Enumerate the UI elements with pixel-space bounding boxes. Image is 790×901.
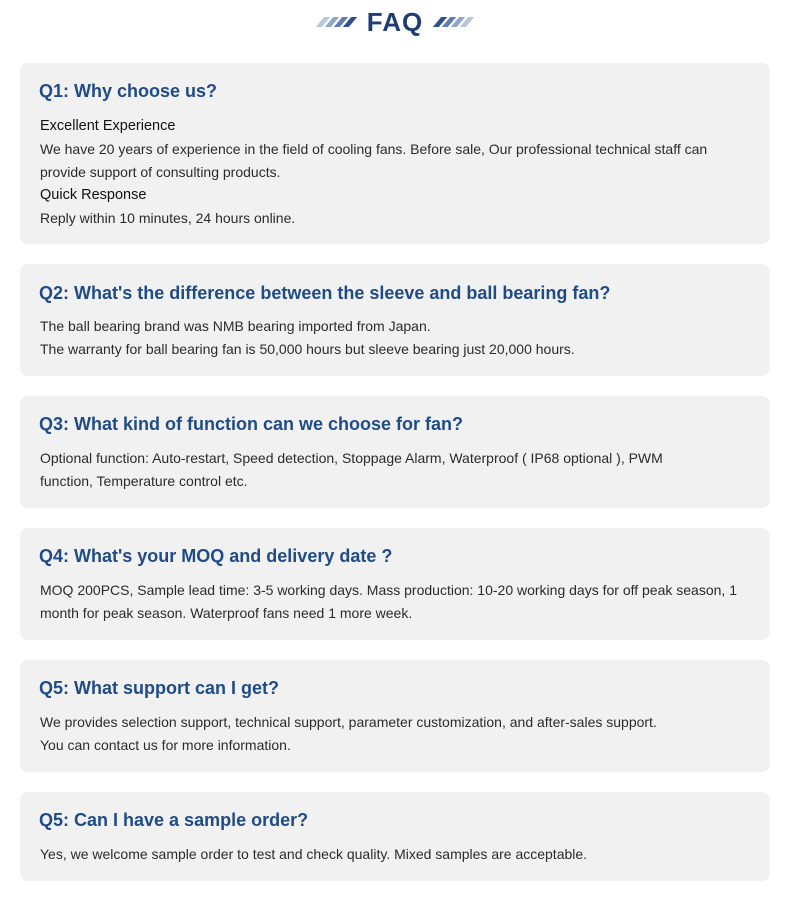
faq-question: Q2: What's the difference between the sleeve and ball bearing fan? [39, 283, 611, 303]
faq-card-1 [20, 63, 770, 244]
answer-subheading: Excellent Experience [40, 118, 176, 134]
faq-card-2 [20, 264, 770, 376]
faq-card-6 [20, 792, 770, 881]
answer-text: The ball bearing brand was NMB bearing imported from Japan. [40, 318, 431, 334]
faq-question: Q3: What kind of function can we choose for fan? [39, 414, 464, 434]
faq-card-5 [20, 660, 770, 772]
answer-text: Reply within 10 minutes, 24 hours online. [40, 210, 296, 226]
answer-text: You can contact us for more information. [40, 737, 291, 753]
faq-answer [40, 447, 710, 493]
faq-card-3 [20, 396, 770, 508]
faq-header [0, 0, 790, 44]
faq-question: Q5: Can I have a sample order? [39, 810, 309, 830]
answer-text: Yes, we welcome sample order to test and check quality. Mixed samples are acceptable. [40, 846, 588, 862]
faq-answer [40, 711, 756, 757]
answer-text: The warranty for ball bearing fan is 50,000 hours but sleeve bearing just 20,000 hours. [40, 341, 575, 357]
faq-card-4 [20, 528, 770, 640]
faq-question: Q1: Why choose us? [39, 81, 218, 101]
faq-answer [40, 579, 740, 625]
answer-text: We have 20 years of experience in the field of cooling fans. Before sale, Our professional technical staff can provide support of consulting products. [40, 141, 708, 180]
decorative-stripes-left-icon [320, 16, 353, 28]
faq-answer [40, 115, 756, 230]
decorative-stripes-right-icon [437, 16, 470, 28]
page-title: FAQ [366, 7, 424, 37]
faq-question: Q5: What support can I get? [39, 678, 280, 698]
faq-answer [40, 315, 756, 361]
answer-text: MOQ 200PCS, Sample lead time: 3-5 working days. Mass production: 10-20 working days for off peak season, 1 month for peak season. Waterproof fans need 1 more week. [40, 582, 737, 621]
answer-text: We provides selection support, technical support, parameter customization, and after-sales support. [40, 714, 657, 730]
faq-answer [40, 843, 756, 866]
answer-text: Optional function: Auto-restart, Speed detection, Stoppage Alarm, Waterproof ( IP68 optional ), PWM function, Temperature control etc. [40, 450, 663, 489]
answer-subheading: Quick Response [40, 187, 147, 203]
faq-question: Q4: What's your MOQ and delivery date ? [39, 546, 393, 566]
